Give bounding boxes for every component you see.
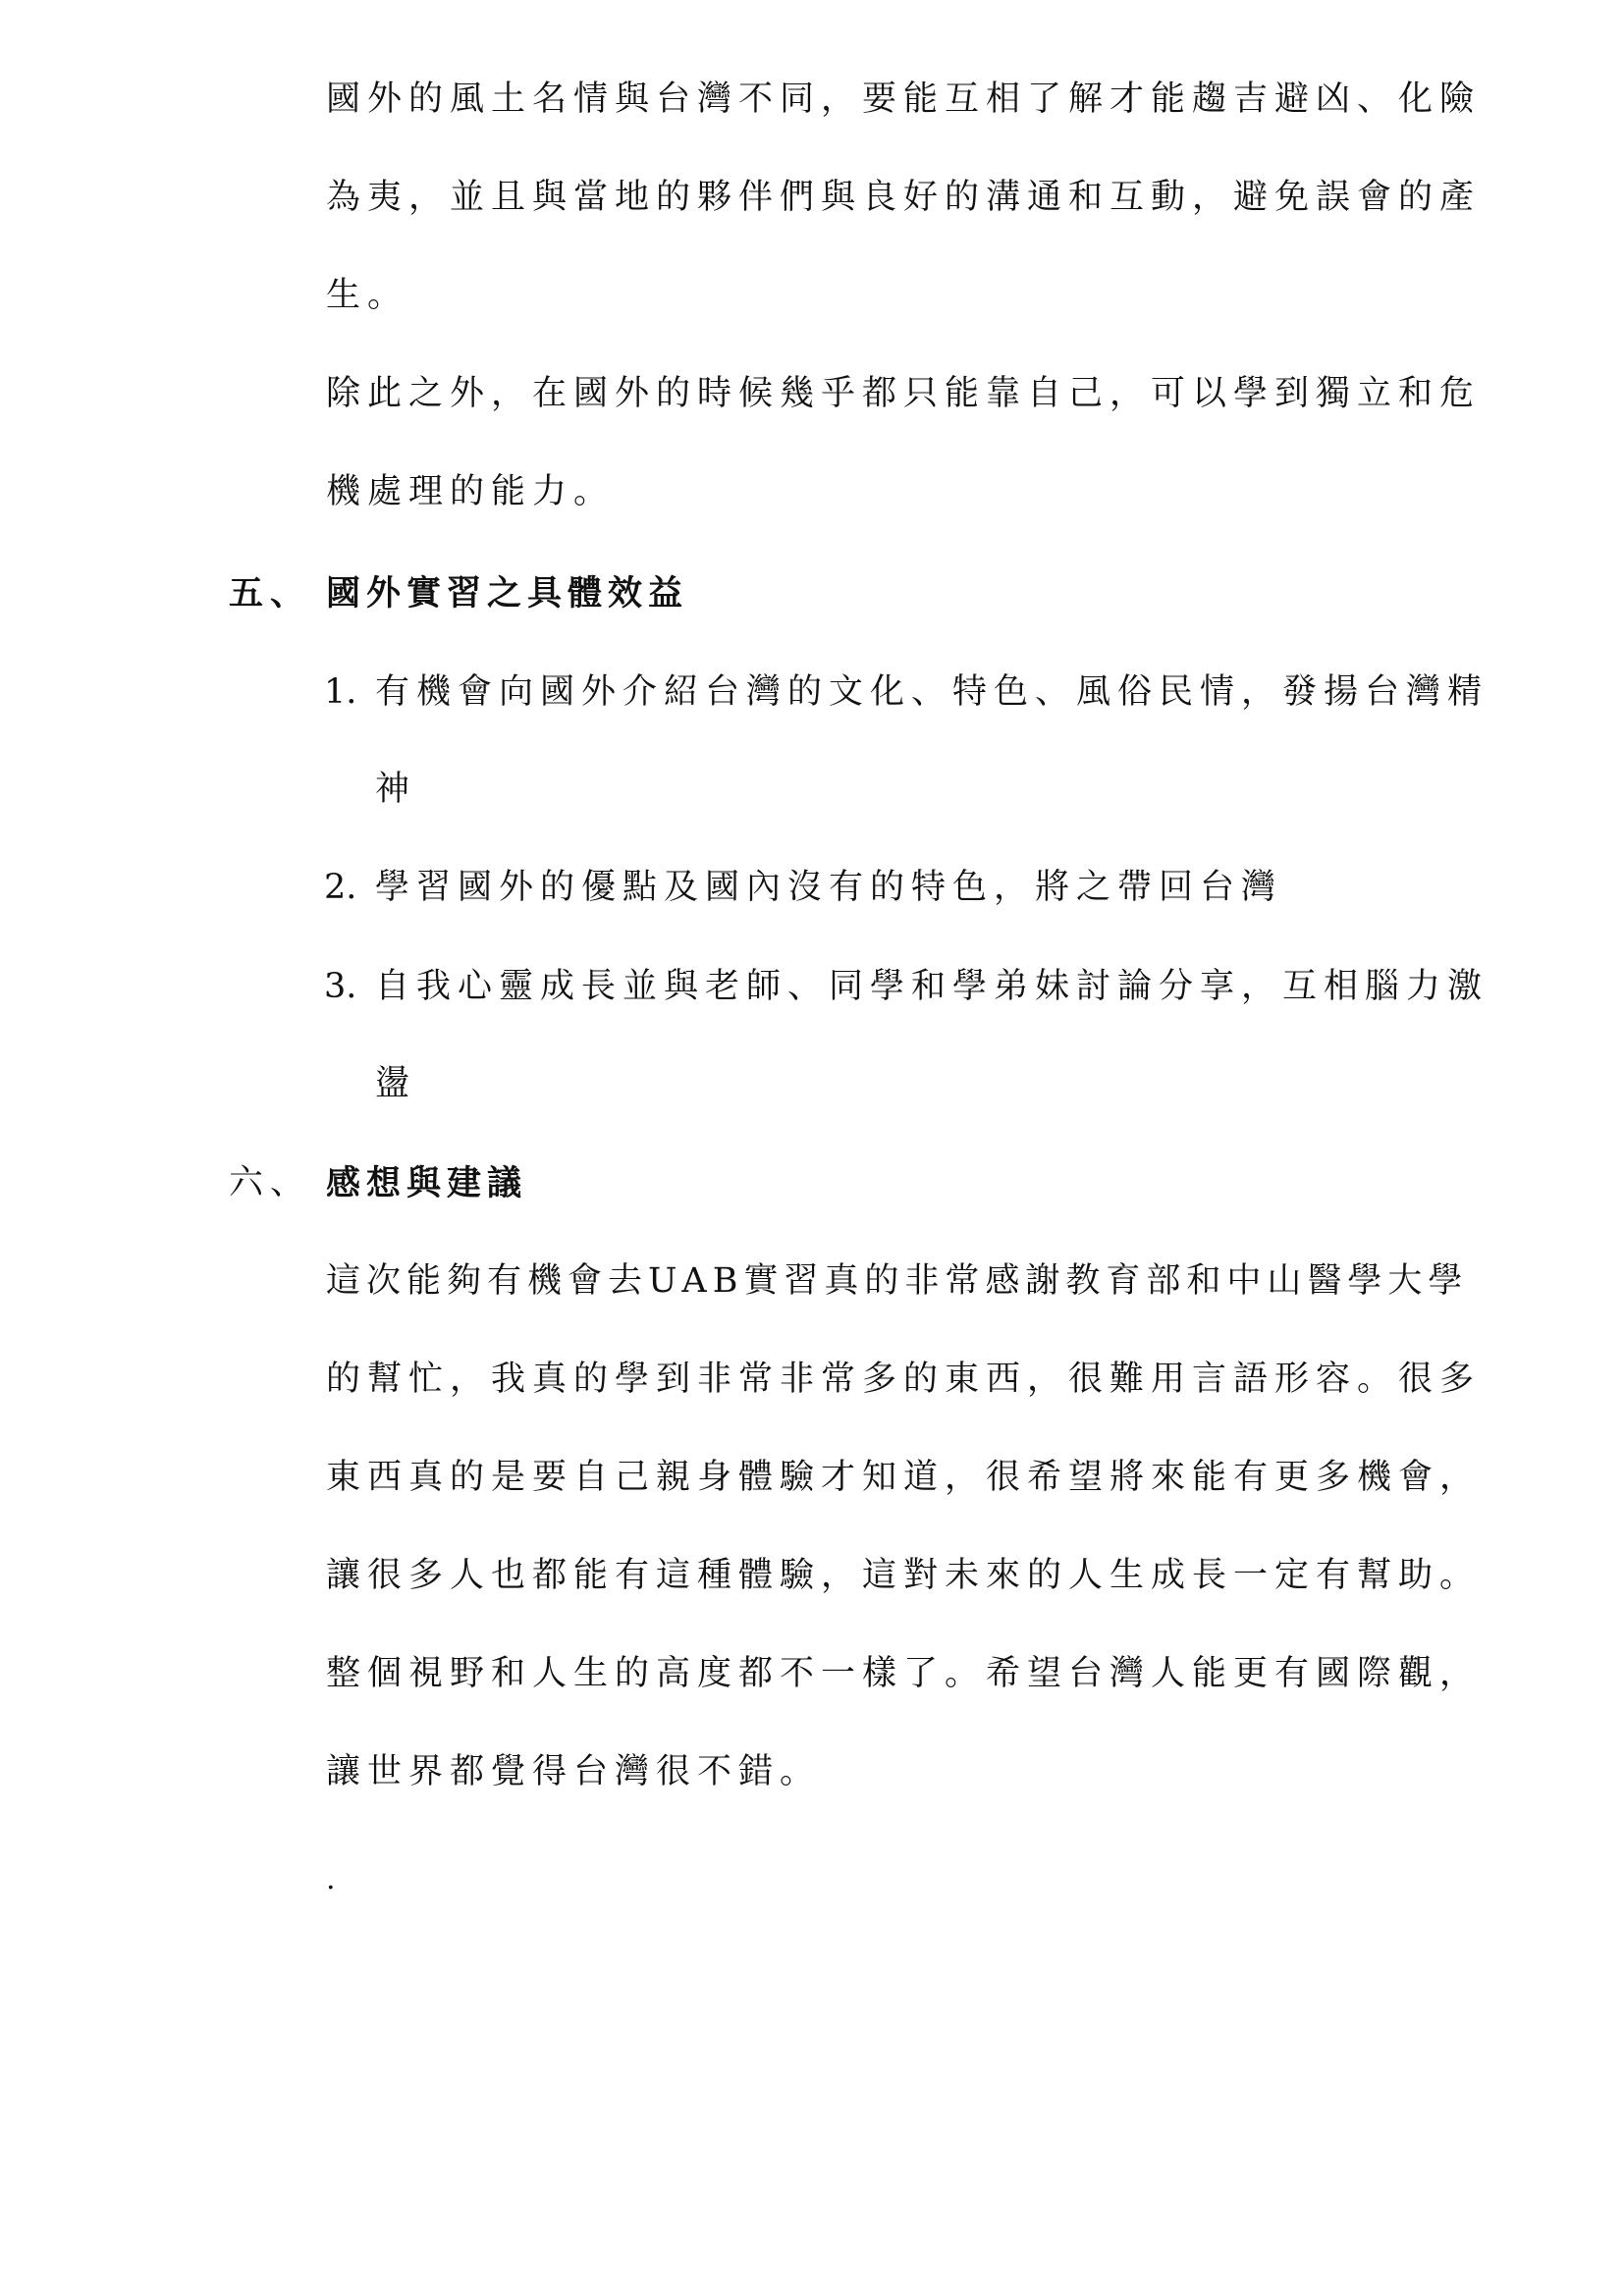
paragraph-line: 讓很多人也都能有這種體驗，這對未來的人生成長一定有幫助。 — [326, 1556, 1482, 1595]
paragraph-line: 生。 — [326, 276, 409, 315]
paragraph-line: 整個視野和人生的高度都不一樣了。希望台灣人能更有國際觀， — [326, 1654, 1482, 1693]
list-item-text: 有機會向國外介紹台灣的文化、特色、風俗民情，發揚台灣精 — [375, 672, 1489, 712]
section-6-title: 感想與建議 — [326, 1163, 528, 1203]
list-item-text: 盪 — [375, 1064, 417, 1103]
paragraph-line: 國外的風土名情與台灣不同，要能互相了解才能趨吉避凶、化險 — [326, 80, 1482, 119]
paragraph-line: 這次能夠有機會去UAB實習真的非常感謝教育部和中山醫學大學 — [326, 1261, 1469, 1301]
section-5-title: 國外實習之具體效益 — [326, 573, 689, 614]
list-item-number: 3. — [324, 967, 357, 1006]
paragraph-line: 為夷，並且與當地的夥伴們與良好的溝通和互動，避免誤會的產 — [326, 178, 1482, 217]
list-item-text: 神 — [375, 770, 417, 809]
list-item-text: 學習國外的優點及國內沒有的特色，將之帶回台灣 — [375, 868, 1283, 907]
paragraph-line: 除此之外，在國外的時候幾乎都只能靠自己，可以學到獨立和危 — [326, 374, 1482, 413]
list-item-number: 2. — [324, 868, 357, 907]
list-item-text: 自我心靈成長並與老師、同學和學弟妹討論分享，互相腦力激 — [375, 967, 1489, 1006]
paragraph-line: 機處理的能力。 — [326, 472, 616, 511]
section-5-number: 五、 — [229, 573, 312, 614]
paragraph-line: 的幫忙，我真的學到非常非常多的東西，很難用言語形容。很多 — [326, 1360, 1482, 1399]
paragraph-line: 讓世界都覺得台灣很不錯。 — [326, 1752, 822, 1791]
trailing-mark: . — [326, 1862, 336, 1896]
list-item-number: 1. — [324, 672, 357, 712]
paragraph-line: 東西真的是要自己親身體驗才知道，很希望將來能有更多機會， — [326, 1458, 1482, 1497]
section-6-number: 六、 — [229, 1163, 312, 1202]
